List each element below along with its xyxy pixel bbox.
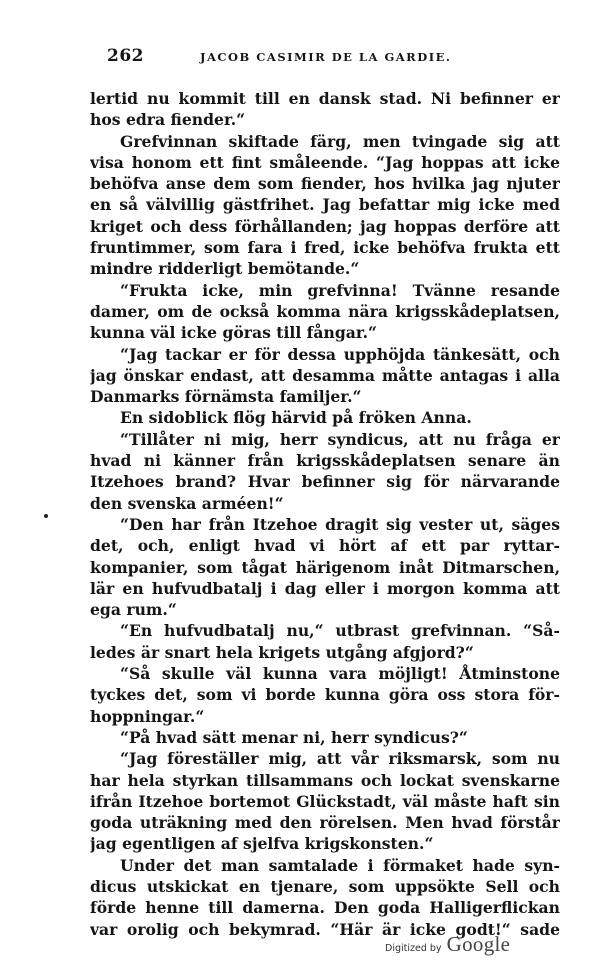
body-text bbox=[90, 88, 560, 940]
text-line: kompanier, som tågat härigenom inåt Ditmarschen, bbox=[90, 557, 560, 577]
text-line: den svenska arméen!“ bbox=[90, 493, 284, 513]
digitization-footer bbox=[385, 932, 510, 957]
text-line: lertid nu kommit till en dansk stad. Ni befinner er bbox=[90, 89, 560, 108]
text-line: “På hvad sätt menar ni, herr syndicus?“ bbox=[120, 727, 468, 747]
text-line: var orolig och bekymrad. “Här är icke godt!“ sade bbox=[90, 919, 560, 939]
text-line: jag önskar endast, att desamma måtte antagas i alla bbox=[90, 365, 560, 385]
text-line: “Frukta icke, min grefvinna! Tvänne resande bbox=[120, 280, 560, 300]
page-header bbox=[90, 46, 560, 70]
page-number: 262 bbox=[107, 46, 144, 66]
text-line: “Jag föreställer mig, att vår riksmarsk, som nu bbox=[120, 749, 560, 769]
text-line: “Tillåter ni mig, herr syndicus, att nu fråga er bbox=[120, 429, 560, 449]
text-line: goda uträkning med den rörelsen. Men hvad förstår bbox=[90, 813, 560, 833]
google-logo-text: Google bbox=[446, 932, 511, 956]
text-line: hos edra fiender.“ bbox=[90, 110, 246, 130]
text-line: jag egentligen af sjelfva krigskonsten.“ bbox=[90, 834, 434, 854]
text-line: “En hufvudbatalj nu,“ utbrast grefvinnan. “Så- bbox=[120, 621, 560, 641]
text-line: damer, om de också komma nära krigsskådeplatsen, bbox=[90, 301, 560, 321]
text-line: behöfva anse dem som fiender, hos hvilka jag njuter bbox=[90, 174, 560, 194]
margin-dot bbox=[44, 514, 48, 518]
text-line: visa honom ett fint småleende. “Jag hoppas att icke bbox=[90, 152, 560, 172]
text-line: ega rum.“ bbox=[90, 600, 177, 620]
text-line: förde henne till damerna. Den goda Halligerflickan bbox=[90, 898, 560, 918]
text-line: Under det man samtalade i förmaket hade syn- bbox=[120, 855, 560, 875]
text-line: tyckes det, som vi borde kunna göra oss stora för- bbox=[90, 685, 560, 705]
text-line: Itzehoes brand? Hvar befinner sig för närvarande bbox=[90, 472, 560, 492]
text-line: lär en hufvudbatalj i dag eller i morgon komma att bbox=[90, 578, 560, 598]
text-line: hvad ni känner från krigsskådeplatsen senare än bbox=[90, 451, 560, 471]
text-line: ifrån Itzehoe bortemot Glückstadt, väl måste haft sin bbox=[90, 791, 560, 811]
text-line: “Så skulle väl kunna vara möjligt! Åtminstone bbox=[120, 664, 560, 684]
text-line: “Jag tackar er för dessa upphöjda tänkesätt, och bbox=[120, 344, 560, 364]
text-line: “Den har från Itzehoe dragit sig vester ut, säges bbox=[120, 514, 560, 534]
text-line: det, och, enligt hvad vi hört af ett par ryttar- bbox=[90, 536, 560, 556]
text-line: kunna väl icke göras till fångar.“ bbox=[90, 323, 378, 343]
running-title: JACOB CASIMIR DE LA GARDIE. bbox=[200, 50, 452, 64]
text-line: en så välvillig gästfrihet. Jag befattar mig icke med bbox=[90, 195, 560, 215]
text-line: En sidoblick flög härvid på fröken Anna. bbox=[120, 408, 472, 428]
text-line: ledes är snart hela krigets utgång afgjord?“ bbox=[90, 642, 474, 662]
text-line: kriget och dess förhållanden; jag hoppas derföre att bbox=[90, 216, 560, 236]
text-line: dicus utskickat en tjenare, som uppsökte Sell och bbox=[90, 876, 560, 896]
text-line: mindre ridderligt bemötande.“ bbox=[90, 259, 360, 279]
text-line: Danmarks förnämsta familjer.“ bbox=[90, 387, 362, 407]
text-line: fruntimmer, som fara i fred, icke behöfva frukta ett bbox=[90, 238, 560, 258]
text-line: hoppningar.“ bbox=[90, 706, 205, 726]
digitized-by-label: Digitized by bbox=[385, 943, 442, 954]
text-line: Grefvinnan skiftade färg, men tvingade sig att bbox=[120, 131, 560, 151]
text-line: har hela styrkan tillsammans och lockat svenskarne bbox=[90, 770, 560, 790]
